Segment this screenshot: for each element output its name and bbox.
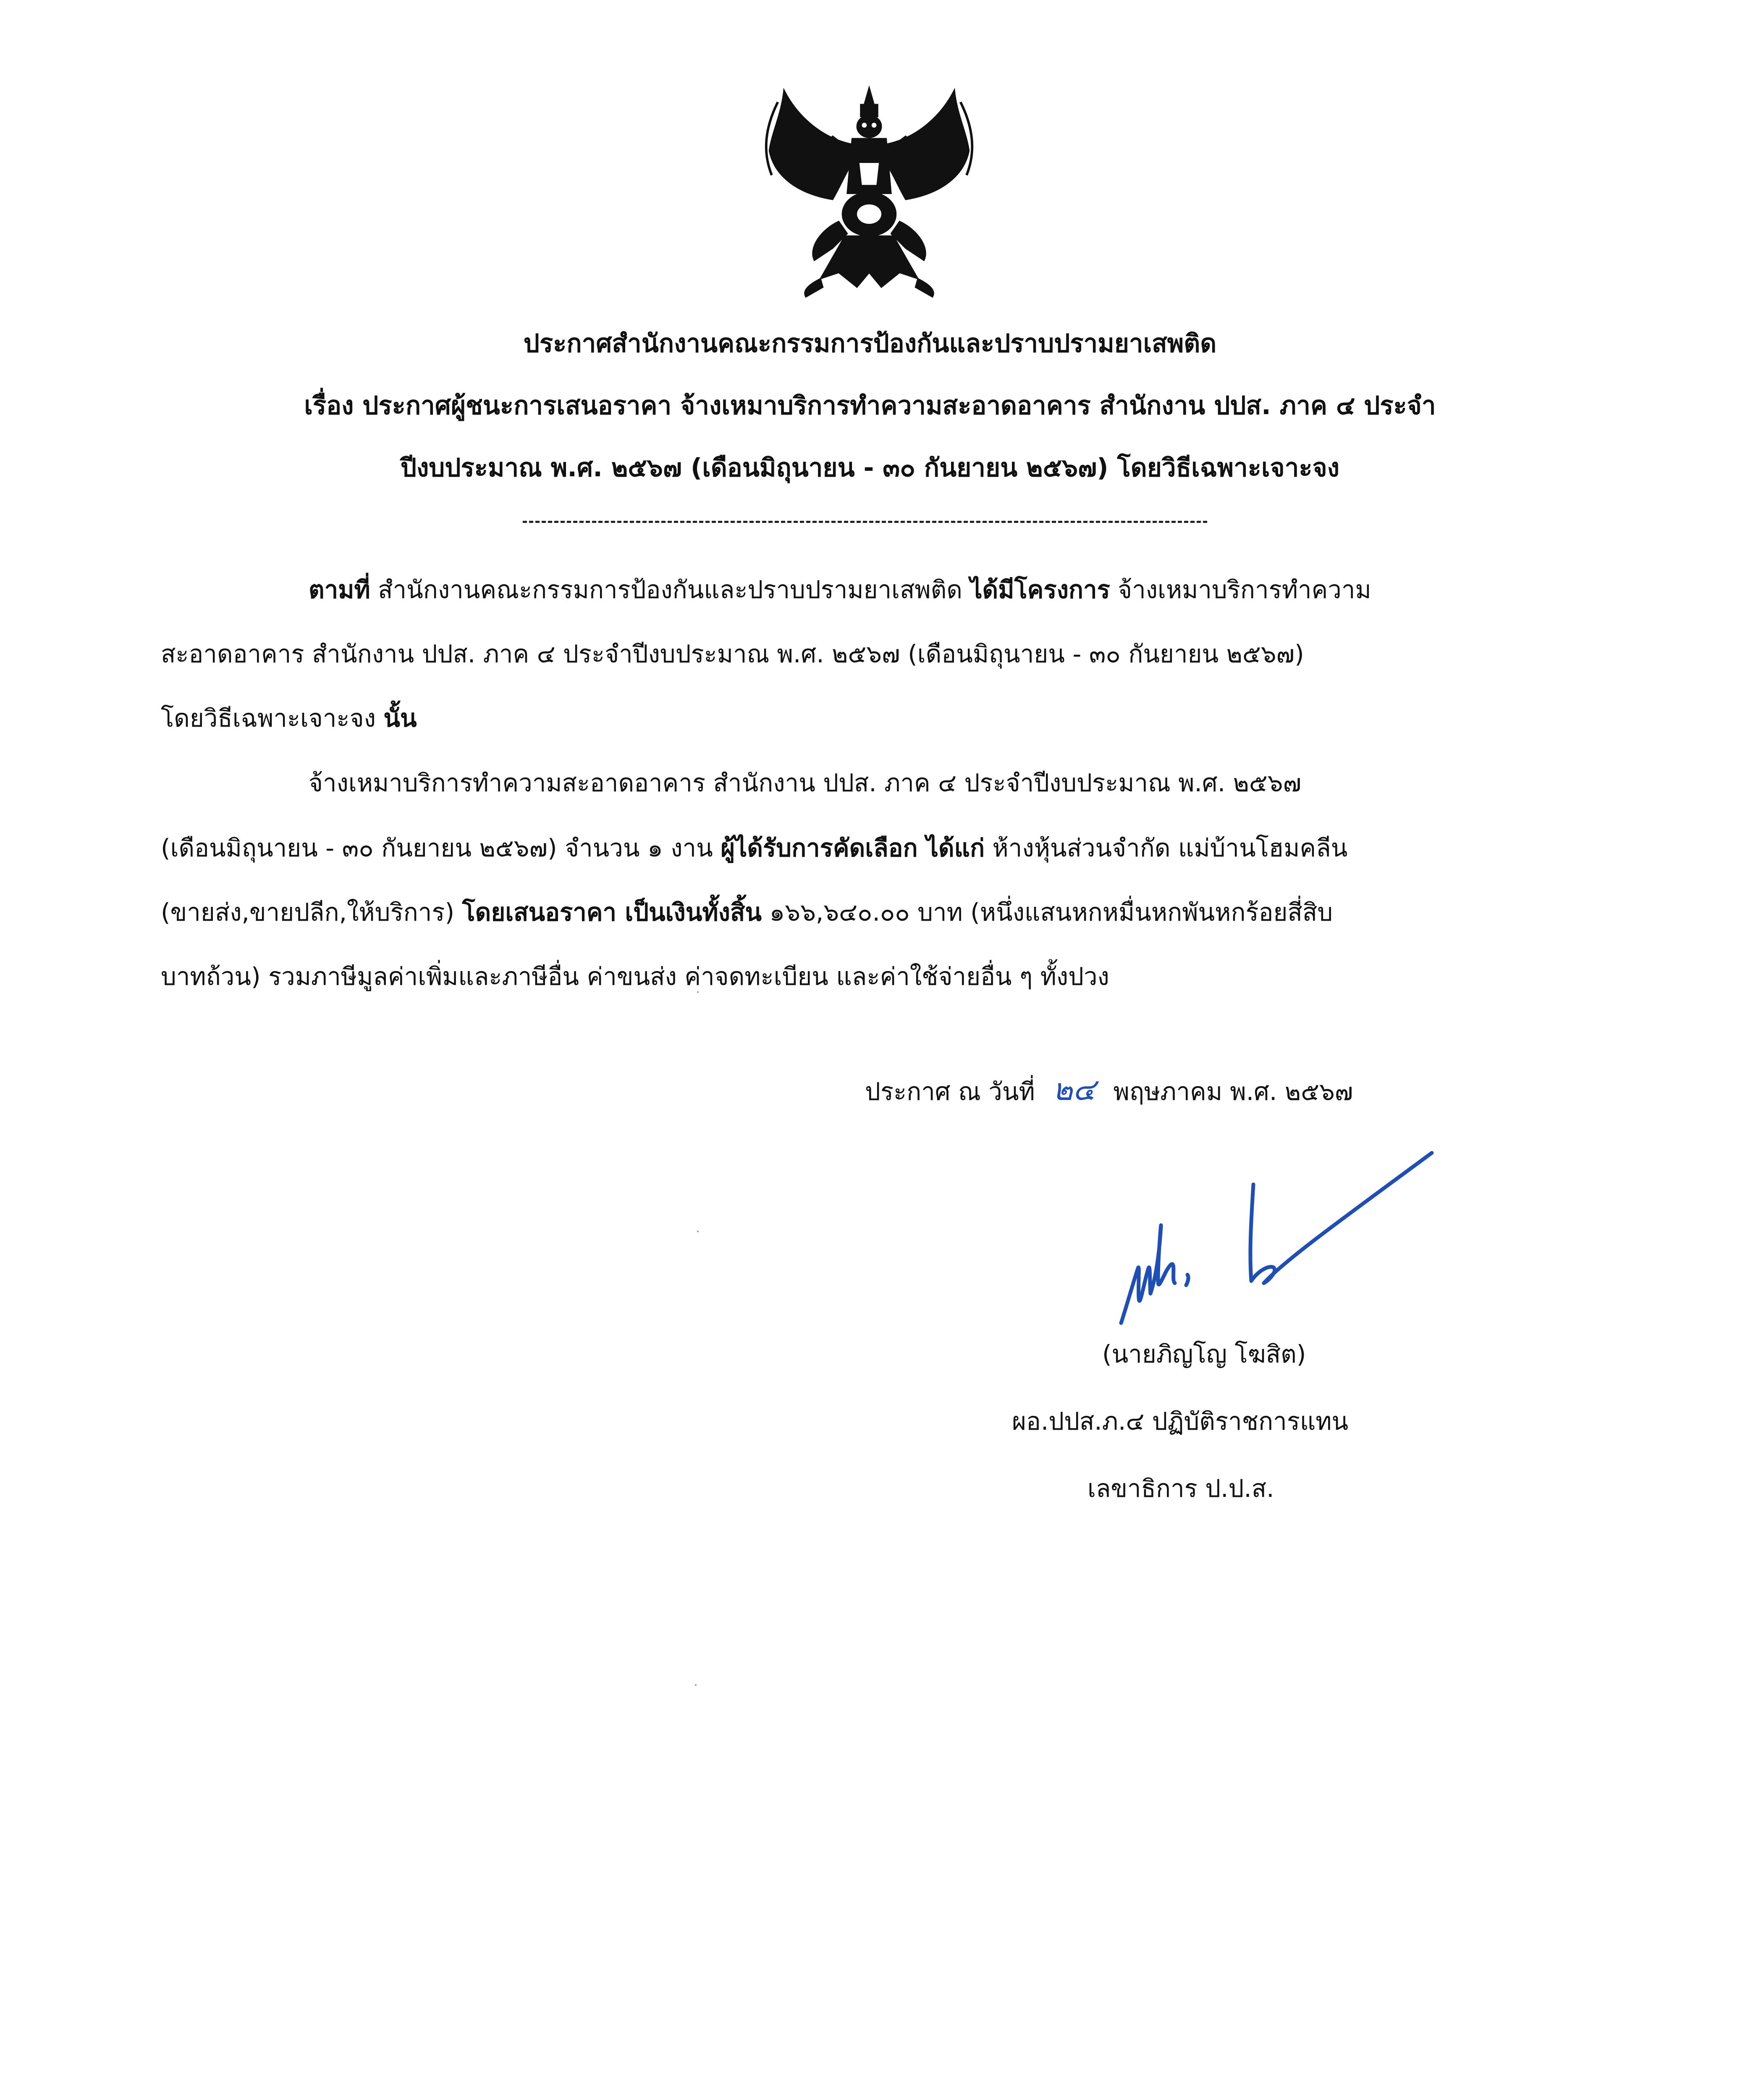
scan-speck [697, 1231, 699, 1232]
p1-method: โดยวิธีเฉพาะเจาะจง [161, 704, 384, 732]
date-day-handwritten: ๒๔ [1053, 1072, 1096, 1107]
paragraph-2-line-1: จ้างเหมาบริการทำความสะอาดอาคาร สำนักงาน ปปส. ภาค ๔ ประจำปีงบประมาณ พ.ศ. ๒๕๖๗ [309, 769, 1302, 797]
scan-speck [697, 991, 699, 993]
paragraph-2-line-4: บาทถ้วน) รวมภาษีมูลค่าเพิ่มและภาษีอื่น ค่าขนส่ง ค่าจดทะเบียน และค่าใช้จ่ายอื่น ๆ ทั้งปวง [161, 962, 1109, 991]
paragraph-1-line-1 [309, 575, 1371, 604]
announcement-date [865, 1074, 1353, 1105]
paragraph-1-line-2: สะอาดอาคาร สำนักงาน ปปส. ภาค ๔ ประจำปีงบประมาณ พ.ศ. ๒๕๖๗ (เดือนมิถุนายน - ๓๐ กันยายน ๒๕๖๗) [161, 640, 1304, 668]
p1-project-text: จ้างเหมาบริการทำความ [1110, 575, 1371, 604]
signer-position-2: เลขาธิการ ป.ป.ส. [1088, 1474, 1274, 1503]
p2-winner-type: (ขายส่ง,ขายปลีก,ให้บริการ) [161, 898, 462, 927]
date-suffix: พฤษภาคม พ.ศ. ๒๕๖๗ [1113, 1077, 1353, 1106]
signer-position: ผอ.ปปส.ภ.๔ ปฏิบัติราชการแทน [1012, 1407, 1349, 1436]
handwritten-signature [1108, 1142, 1444, 1344]
garuda-emblem [747, 78, 991, 321]
p2-selected-label: ผู้ได้รับการคัดเลือก ได้แก่ [721, 834, 985, 862]
p2-price-label: โดยเสนอราคา เป็นเงินทั้งสิ้น [462, 898, 762, 927]
announcement-subject-line-2: ปีงบประมาณ พ.ศ. ๒๕๖๗ (เดือนมิถุนายน - ๓๐ กันยายน ๒๕๖๗) โดยวิธีเฉพาะเจาะจง [400, 453, 1340, 483]
signer-name: (นายภิญโญ โฆสิต) [1102, 1340, 1306, 1368]
p2-price: ๑๖๖,๖๔๐.๐๐ บาท (หนึ่งแสนหกหมื่นหกพันหกร้อยสี่สิบ [762, 898, 1333, 927]
dashed-separator [523, 521, 1207, 523]
paragraph-1-line-3 [161, 706, 417, 730]
date-prefix: ประกาศ ณ วันที่ [865, 1077, 1035, 1106]
p2-winner: ห้างหุ้นส่วนจำกัด แม่บ้านโฮมคลีน [985, 834, 1348, 862]
announcement-subject-line-1: เรื่อง ประกาศผู้ชนะการเสนอราคา จ้างเหมาบริการทำความสะอาดอาคาร สำนักงาน ปปส. ภาค ๔ ประจำ [304, 391, 1436, 420]
p1-closing: นั้น [383, 704, 417, 732]
announcement-title: ประกาศสำนักงานคณะกรรมการป้องกันและปราบปรามยาเสพติด [523, 329, 1217, 358]
p1-project-label: ได้มีโครงการ [970, 575, 1110, 604]
p2-period: (เดือนมิถุนายน - ๓๐ กันยายน ๒๕๖๗) จำนวน ๑ งาน [161, 834, 721, 862]
p1-agency: สำนักงานคณะกรรมการป้องกันและปราบปรามยาเสพติด [370, 575, 970, 604]
scan-speck [695, 1684, 697, 1686]
paragraph-2-line-2 [161, 836, 1347, 860]
paragraph-2-line-3 [161, 898, 1333, 927]
p1-lead: ตามที่ [309, 575, 370, 604]
